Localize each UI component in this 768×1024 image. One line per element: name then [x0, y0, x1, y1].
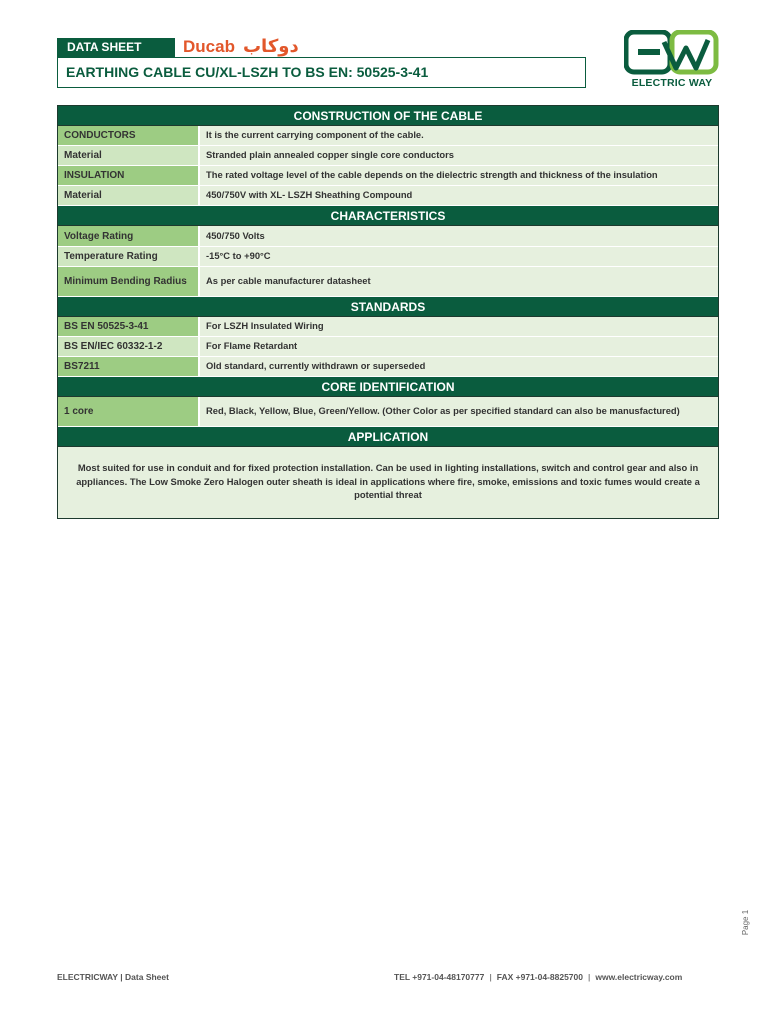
- row-key: BS EN 50525-3-41: [58, 317, 200, 336]
- footer-contact: TEL +971-04-48170777 | FAX +971-04-8825700 | www.electricway.com: [394, 972, 683, 982]
- row-key: Voltage Rating: [58, 226, 200, 246]
- row-value: Red, Black, Yellow, Blue, Green/Yellow. (Other Color as per specified standard can also be manusfactured): [200, 397, 718, 426]
- ducab-brand: [183, 34, 299, 58]
- footer-left: ELECTRICWAY | Data Sheet: [57, 972, 169, 982]
- table-row: [58, 397, 718, 427]
- document-title: EARTHING CABLE CU/XL-LSZH TO BS EN: 50525-3-41: [57, 57, 586, 88]
- section-characteristics-title: CHARACTERISTICS: [58, 206, 718, 226]
- row-value: The rated voltage level of the cable depends on the dielectric strength and thickness of the insulation: [200, 166, 718, 185]
- row-key: INSULATION: [58, 166, 200, 185]
- footer-tel: TEL +971-04-48170777: [394, 972, 485, 982]
- table-row: [58, 337, 718, 357]
- row-value: For Flame Retardant: [200, 337, 718, 356]
- ew-logo-icon: [624, 30, 720, 76]
- application-text: Most suited for use in conduit and for fixed protection installation. Can be used in lighting installations, switch and control gear and also in appliances. The Low Smoke Zero Halogen outer sheath is ideal in applications where fire, smoke, emissions and toxic fumes would create a potential threat: [58, 447, 718, 518]
- table-row: [58, 186, 718, 206]
- brand-latin: Ducab: [183, 37, 235, 56]
- footer-fax: FAX +971-04-8825700: [496, 972, 583, 982]
- section-standards-title: STANDARDS: [58, 297, 718, 317]
- table-row: [58, 226, 718, 247]
- page-number: Page 1: [741, 909, 751, 936]
- row-value: 450/750V with XL- LSZH Sheathing Compound: [200, 186, 718, 205]
- row-key: 1 core: [58, 397, 200, 426]
- section-core-title: CORE IDENTIFICATION: [58, 377, 718, 397]
- table-row: [58, 247, 718, 267]
- row-value: It is the current carrying component of the cable.: [200, 126, 718, 145]
- row-value: For LSZH Insulated Wiring: [200, 317, 718, 336]
- table-row: [58, 317, 718, 337]
- table-row: [58, 146, 718, 166]
- row-value: -15°C to +90°C: [200, 247, 718, 266]
- row-value: Stranded plain annealed copper single core conductors: [200, 146, 718, 165]
- row-key: Material: [58, 186, 200, 205]
- table-row: [58, 126, 718, 146]
- section-construction-title: CONSTRUCTION OF THE CABLE: [58, 106, 718, 126]
- table-row: [58, 166, 718, 186]
- logo-text: ELECTRIC WAY: [631, 77, 713, 89]
- row-key: BS EN/IEC 60332-1-2: [58, 337, 200, 356]
- table-row: [58, 357, 718, 377]
- table-row: [58, 267, 718, 297]
- section-application-title: APPLICATION: [58, 427, 718, 447]
- row-value: Old standard, currently withdrawn or superseded: [200, 357, 718, 376]
- data-sheet-tag: DATA SHEET: [57, 38, 175, 57]
- datasheet-table: [57, 105, 719, 519]
- row-key: CONDUCTORS: [58, 126, 200, 145]
- row-key: BS7211: [58, 357, 200, 376]
- row-key: Material: [58, 146, 200, 165]
- footer-web-link[interactable]: www.electricway.com: [595, 972, 683, 982]
- row-value: As per cable manufacturer datasheet: [200, 267, 718, 296]
- electric-way-logo: [624, 30, 720, 90]
- row-key: Temperature Rating: [58, 247, 200, 266]
- row-key: Minimum Bending Radius: [58, 267, 200, 296]
- row-value: 450/750 Volts: [200, 226, 718, 246]
- brand-arabic: دوكاب: [242, 36, 299, 56]
